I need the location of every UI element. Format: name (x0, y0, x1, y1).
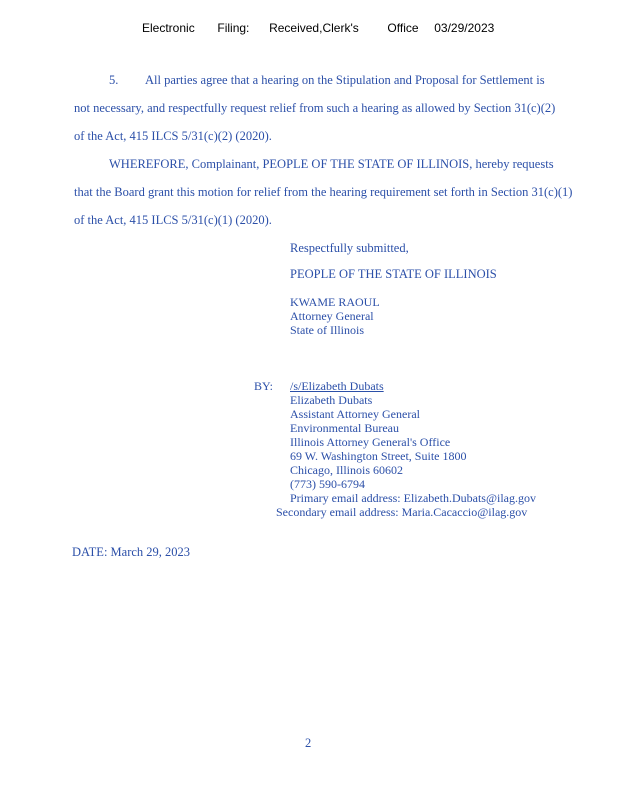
primary-email: Primary email address: Elizabeth.Dubats@ilag.gov (290, 491, 536, 505)
paragraph-5-line-1: All parties agree that a hearing on the Stipulation and Proposal for Settlement is (145, 73, 545, 87)
wherefore-line-2: that the Board grant this motion for relief from the hearing requirement set forth in Section 31(c)(1) (74, 185, 573, 199)
signer-office: Illinois Attorney General's Office (290, 435, 451, 449)
stamp-office: Office (387, 21, 419, 35)
signer-phone: (773) 590-6794 (290, 477, 365, 491)
signer-street: 69 W. Washington Street, Suite 1800 (290, 449, 467, 463)
electronic-signature: /s/Elizabeth Dubats (290, 379, 384, 393)
attorney-general-title: Attorney General (290, 309, 374, 323)
signer-title: Assistant Attorney General (290, 407, 420, 421)
stamp-received: Received,Clerk's (269, 21, 359, 35)
date-line: DATE: March 29, 2023 (72, 545, 191, 559)
stamp-date: 03/29/2023 (434, 21, 495, 35)
party-name: PEOPLE OF THE STATE OF ILLINOIS (290, 267, 497, 281)
state-line: State of Illinois (290, 323, 364, 337)
stamp-filing: Filing: (217, 21, 250, 35)
by-label: BY: (254, 379, 273, 393)
paragraph-number-5: 5. (109, 73, 119, 87)
wherefore-line-3: of the Act, 415 ILCS 5/31(c)(1) (2020). (74, 213, 272, 227)
attorney-general-name: KWAME RAOUL (290, 295, 380, 309)
stamp-electronic: Electronic (142, 21, 195, 35)
wherefore-line-1: WHEREFORE, Complainant, PEOPLE OF THE STATE OF ILLINOIS, hereby requests (109, 157, 554, 171)
secondary-email: Secondary email address: Maria.Cacaccio@ilag.gov (276, 505, 528, 519)
paragraph-5-line-3: of the Act, 415 ILCS 5/31(c)(2) (2020). (74, 129, 272, 143)
paragraph-5-line-2: not necessary, and respectfully request relief from such a hearing as allowed by Section 31(c)(2) (74, 101, 556, 115)
page-number: 2 (305, 736, 312, 750)
respectfully-submitted: Respectfully submitted, (290, 241, 409, 255)
signer-bureau: Environmental Bureau (290, 421, 399, 435)
signer-name: Elizabeth Dubats (290, 393, 373, 407)
filing-stamp (142, 21, 494, 35)
signer-city: Chicago, Illinois 60602 (290, 463, 403, 477)
